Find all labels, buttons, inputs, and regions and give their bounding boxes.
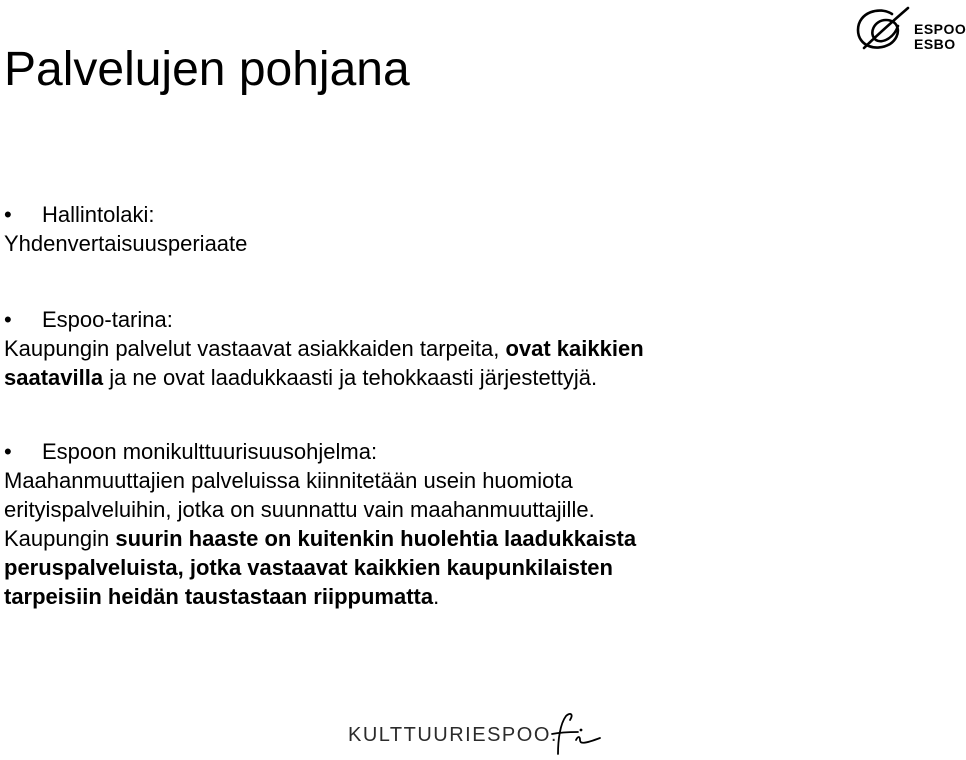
section-monikulttuurisuusohjelma [4, 437, 636, 611]
footer-brand-text: KULTTUURIESPOO. [348, 724, 558, 746]
body-text-bold: suurin haaste on kuitenkin huolehtia laadukkaista [115, 526, 637, 551]
espoo-logo [852, 4, 966, 56]
body-text-bold: ovat kaikkien [505, 336, 644, 361]
fi-script-icon [544, 710, 604, 758]
section-body: Yhdenvertaisuusperiaate [4, 231, 248, 256]
body-text: Kaupungin palvelut vastaavat asiakkaiden tarpeita, [4, 336, 506, 361]
body-text: . [433, 584, 440, 609]
bullet: • [4, 307, 12, 332]
body-text: Kaupungin [4, 526, 116, 551]
bullet: • [4, 439, 12, 464]
espoo-swirl-icon [852, 4, 912, 56]
logo-text-espoo: ESPOO [914, 21, 966, 37]
body-text: erityispalveluihin, jotka on suunnattu vain maahanmuuttajille. [4, 497, 595, 522]
body-text-bold: peruspalveluista, jotka vastaavat kaikkien kaupunkilaisten [4, 555, 613, 580]
body-text: ja ne ovat laadukkaasti ja tehokkaasti järjestettyjä. [103, 365, 598, 390]
kulttuuriespoo-logo [348, 710, 608, 760]
section-heading: Espoon monikulttuurisuusohjelma: [42, 439, 378, 464]
logo-text-esbo: ESBO [914, 36, 956, 52]
body-text: Maahanmuuttajien palveluissa kiinnitetään usein huomiota [4, 468, 573, 493]
section-espoo-tarina [4, 305, 644, 392]
section-heading: Hallintolaki: [42, 202, 155, 227]
body-text-bold: tarpeisiin heidän taustastaan riippumatta [4, 584, 434, 609]
body-text-bold: saatavilla [4, 365, 104, 390]
section-heading: Espoo-tarina: [42, 307, 173, 332]
bullet: • [4, 202, 12, 227]
slide-title: Palvelujen pohjana [4, 43, 410, 96]
section-hallintolaki [4, 200, 247, 258]
